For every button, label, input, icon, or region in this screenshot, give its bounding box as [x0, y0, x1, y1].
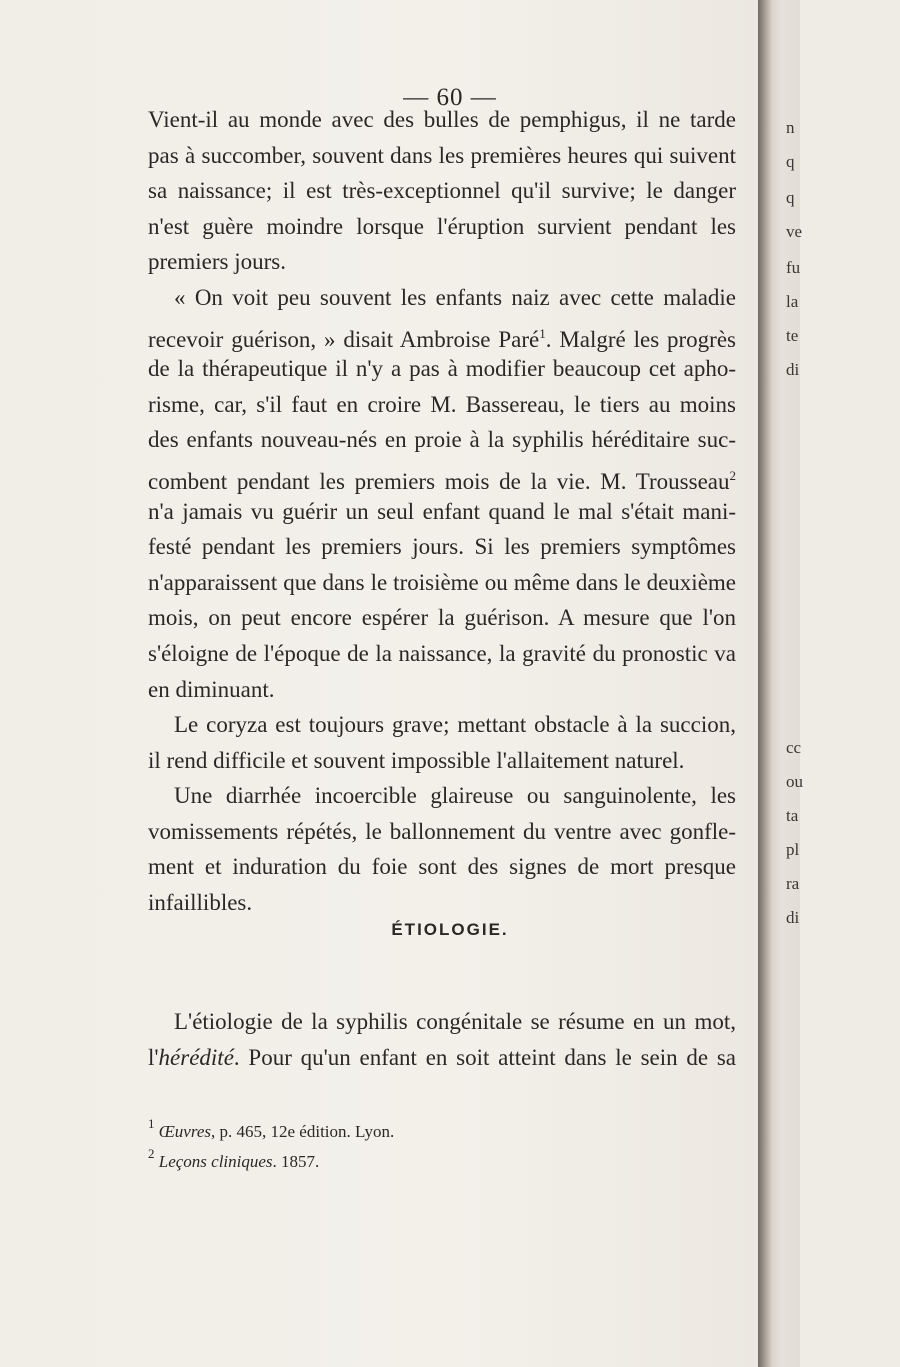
text-line — [148, 1040, 736, 1076]
text-line: risme, car, s'il faut en croire M. Bassereau, le tiers au moins — [148, 391, 736, 417]
footnote-mark: 2 — [148, 1146, 155, 1161]
text-line: n'apparaissent que dans le troisième ou même dans le deuxième — [148, 569, 736, 595]
text-line: ment et induration du foie sont des signes de mort presque — [148, 854, 736, 880]
text-line: Le coryza est toujours grave; mettant obstacle à la succion, — [174, 712, 736, 738]
text-line: n'est guère moindre lorsque l'éruption survient pendant les — [148, 213, 736, 239]
section-heading: ÉTIOLOGIE. — [391, 920, 509, 939]
text-segment: . Malgré les progrès — [545, 326, 736, 352]
text-line: infaillibles. — [148, 890, 253, 916]
text-line: mois, on peut encore espérer la guérison. A mesure que l'on — [148, 605, 736, 631]
text-line: n'a jamais vu guérir un seul enfant quand le mal s'était mani- — [148, 498, 736, 524]
text-line: Une diarrhée incoercible glaireuse ou sanguinolente, les — [174, 783, 736, 809]
text-segment: combent pendant les premiers mois de la vie. M. Trousseau — [148, 468, 730, 494]
body-text — [148, 102, 736, 921]
page-number: — 60 — — [403, 84, 497, 111]
facing-page-fragment: ve — [786, 222, 803, 241]
footnote-ref: 2 — [729, 467, 736, 483]
facing-page-fragment: fu — [786, 258, 801, 277]
footnote — [148, 1143, 736, 1173]
footnote-title: Œuvres — [158, 1122, 211, 1141]
facing-page-fragment: ta — [786, 806, 799, 825]
footnote-mark: 1 — [148, 1116, 155, 1131]
facing-page-edge — [758, 0, 803, 1367]
footnote-title: Leçons cliniques — [158, 1152, 273, 1171]
text-line: il rend difficile et souvent impossible l'allaitement naturel. — [148, 747, 685, 773]
emphasized-word: hérédité — [158, 1044, 234, 1070]
footnote-ref: 1 — [539, 325, 546, 341]
facing-page-fragment: la — [786, 292, 799, 311]
facing-page-fragment: ra — [786, 874, 800, 893]
text-line — [148, 458, 736, 494]
text-line: pas à succomber, souvent dans les premières heures qui suivent — [148, 142, 736, 168]
etiology-text — [148, 1004, 736, 1075]
text-segment: . Pour qu'un enfant en soit atteint dans le sein de sa — [233, 1044, 736, 1070]
text-segment: recevoir guérison, » disait Ambroise Paré — [148, 326, 540, 352]
text-line: premiers jours. — [148, 249, 286, 275]
facing-page-fragment: q — [786, 188, 795, 207]
footnotes — [148, 1113, 736, 1173]
text-line: s'éloigne de l'époque de la naissance, la gravité du pronostic va — [148, 640, 736, 666]
text-line: « On voit peu souvent les enfants naiz avec cette maladie — [174, 284, 736, 310]
facing-page-fragment: cc — [786, 738, 802, 757]
footnote-text: . 1857. — [272, 1152, 320, 1171]
facing-page-fragment: q — [786, 152, 795, 171]
text-line: sa naissance; il est très-exceptionnel qu'il survive; le danger — [148, 178, 736, 204]
facing-page-fragment: di — [786, 360, 800, 379]
text-line: L'étiologie de la syphilis congénitale se résume en un mot, — [174, 1009, 736, 1034]
text-line: des enfants nouveau-nés en proie à la syphilis héréditaire suc- — [148, 427, 736, 453]
facing-page-fragment: te — [786, 326, 799, 345]
text-line: vomissements répétés, le ballonnement du ventre avec gonfle- — [148, 818, 736, 844]
text-line: en diminuant. — [148, 676, 275, 702]
text-line: Vient-il au monde avec des bulles de pemphigus, il ne tarde — [148, 107, 736, 132]
facing-page-fragment: pl — [786, 840, 800, 859]
text-line: de la thérapeutique il n'y a pas à modifier beaucoup cet apho- — [148, 356, 736, 382]
footnote — [148, 1113, 736, 1143]
footnote-text: , p. 465, 12e édition. Lyon. — [211, 1122, 395, 1141]
text-line — [148, 316, 736, 352]
facing-page-fragment: n — [786, 118, 795, 137]
text-line: festé pendant les premiers jours. Si les premiers symptômes — [148, 534, 736, 560]
facing-page-fragment: ou — [786, 772, 803, 791]
text-segment: l' — [148, 1044, 159, 1070]
facing-page-fragment: di — [786, 908, 800, 927]
